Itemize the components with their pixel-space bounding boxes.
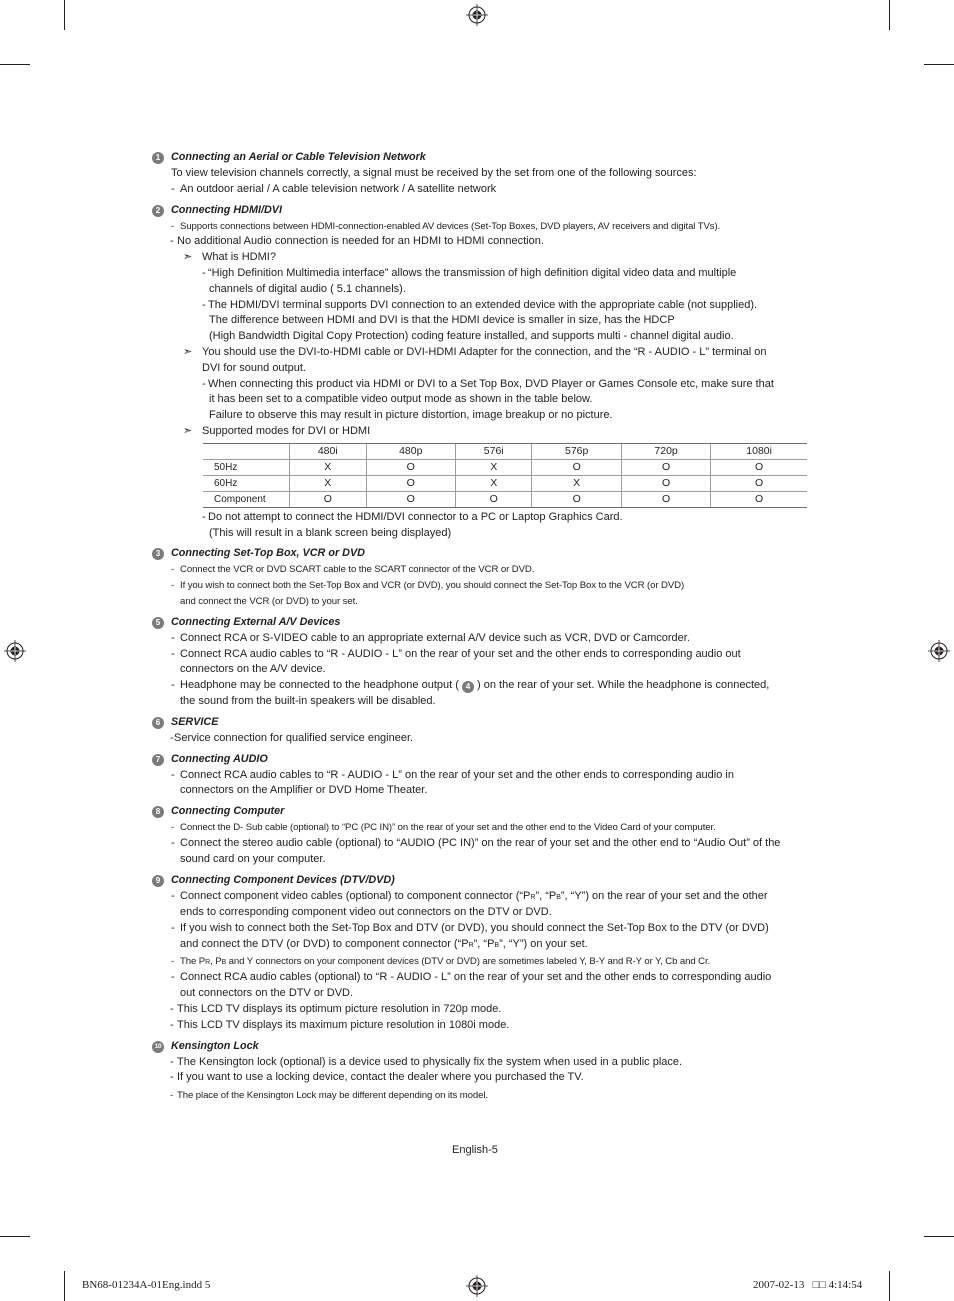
bullet-line: [152, 954, 812, 971]
section-number-badge: 10: [152, 1041, 164, 1053]
subscript: R: [530, 893, 536, 901]
subscript: B: [494, 941, 500, 949]
bullet-line: - The HDMI/DVI terminal supports DVI connection to an extended device with the appropriate cable (not supplied).: [152, 298, 812, 314]
continuation-line: the sound from the built-in speakers will be disabled.: [180, 694, 436, 707]
table-header-row: [203, 443, 807, 459]
table-header-cell: 480p: [366, 443, 455, 459]
section-computer: [152, 804, 812, 867]
text-fragment: ) on the rear of your set. While the headphone is connected,: [477, 679, 770, 692]
bullet-line: - Connect the D- Sub cable (optional) to “PC (PC IN)” on the rear of your set and the other end to the Video Card of your computer.: [152, 820, 812, 836]
crop-mark: [0, 1236, 30, 1237]
section-heading: [152, 615, 812, 631]
crop-mark: [0, 64, 30, 65]
section-title: Connecting External A/V Devices: [171, 615, 341, 628]
table-cell: X: [532, 475, 621, 491]
table-cell: O: [532, 459, 621, 475]
table-cell: O: [621, 475, 710, 491]
continuation-line: out connectors on the DTV or DVD.: [180, 987, 354, 1000]
continuation-line: it has been set to a compatible video output mode as shown in the table below.: [209, 393, 593, 406]
table-row: [203, 459, 807, 475]
section-set-top-box: [152, 546, 812, 609]
section-number-badge: 7: [152, 754, 164, 766]
bullet-line: - No additional Audio connection is needed for an HDMI to HDMI connection.: [152, 234, 812, 250]
continuation-line: (High Bandwidth Digital Copy Protection) coding feature installed, and supports multi - channel digital audio.: [209, 330, 734, 343]
crop-mark: [889, 1271, 890, 1301]
table-cell: O: [366, 491, 455, 507]
continuation-line: sound card on your computer.: [180, 852, 326, 865]
bullet-line: - Connect the VCR or DVD SCART cable to the SCART connector of the VCR or DVD.: [152, 562, 812, 578]
continuation-line: connectors on the Amplifier or DVD Home Theater.: [180, 784, 428, 797]
table-row-label: Component: [203, 491, 290, 507]
page-number: English-5: [452, 1144, 498, 1156]
table-cell: O: [711, 491, 807, 507]
section-component: [152, 873, 812, 1034]
continuation-line: [152, 937, 812, 954]
table-cell: X: [290, 475, 367, 491]
continuation-line: connectors on the A/V device.: [180, 663, 326, 676]
continuation-line: DVI for sound output.: [202, 361, 306, 374]
crop-mark: [924, 1236, 954, 1237]
bullet-line: - Supports connections between HDMI-connection-enabled AV devices (Set-Top Boxes, DVD players, AV receivers and digital TVs).: [152, 219, 812, 235]
table-header-cell: 720p: [621, 443, 710, 459]
note-line: ➣ Supported modes for DVI or HDMI: [152, 424, 812, 440]
section-heading: [152, 715, 812, 731]
text-fragment: The P: [180, 955, 206, 967]
continuation-line: (This will result in a blank screen being displayed): [209, 526, 452, 539]
section-heading: [152, 150, 812, 166]
section-heading: [152, 804, 812, 820]
bullet-line: - The place of the Kensington Lock may be different depending on its model.: [152, 1088, 812, 1104]
table-header-cell: 1080i: [711, 443, 807, 459]
text-fragment: ”, “Y”) on your set.: [499, 937, 588, 950]
section-heading: [152, 546, 812, 562]
section-external-av: [152, 615, 812, 710]
continuation-line: channels of digital audio ( 5.1 channels).: [209, 282, 406, 295]
crop-mark: [889, 0, 890, 30]
table-cell: X: [455, 459, 532, 475]
bullet-line: - An outdoor aerial / A cable television network / A satellite network: [152, 182, 812, 198]
note-line: ➣ What is HDMI?: [152, 250, 812, 266]
text-fragment: Connect component video cables (optional) to component connector (“P: [180, 889, 531, 902]
bullet-line: - Connect RCA or S-VIDEO cable to an appropriate external A/V device such as VCR, DVD or Camcorder.: [152, 631, 812, 647]
text-fragment: , P: [210, 955, 222, 967]
body-line: To view television channels correctly, a signal must be received by the set from one of the following sources:: [171, 167, 697, 179]
table-cell: O: [621, 459, 710, 475]
section-title: Kensington Lock: [171, 1039, 259, 1052]
bullet-line: - When connecting this product via HDMI or DVI to a Set Top Box, DVD Player or Games Console etc, make sure that: [152, 377, 812, 393]
section-heading: [152, 873, 812, 889]
registration-mark-icon: [466, 1275, 488, 1297]
bullet-line: - Connect the stereo audio cable (optional) to “AUDIO (PC IN)” on the rear of your set and the other end to “Audio Out” of the: [152, 836, 812, 852]
text-fragment: and Y connectors on your component devices (DTV or DVD) are sometimes labeled Y, B-Y and R-Y or Y, Cb and Cr.: [226, 955, 711, 967]
bullet-line: - This LCD TV displays its maximum picture resolution in 1080i mode.: [152, 1018, 812, 1034]
table-cell: O: [532, 491, 621, 507]
text-fragment: Headphone may be connected to the headphone output (: [180, 679, 459, 692]
table-header-cell: [203, 443, 290, 459]
crop-mark: [64, 1271, 65, 1301]
continuation-line: and connect the VCR (or DVD) to your set.: [180, 595, 358, 607]
table-row: [203, 491, 807, 507]
section-heading: [152, 752, 812, 768]
section-number-badge: 9: [152, 875, 164, 887]
bullet-line: - This LCD TV displays its optimum picture resolution in 720p mode.: [152, 1002, 812, 1018]
section-aerial: [152, 150, 812, 198]
text-fragment: ”, “P: [535, 889, 557, 902]
print-slug-timestamp: 2007-02-13 □□ 4:14:54: [753, 1279, 863, 1291]
table-cell: O: [455, 491, 532, 507]
section-title: Connecting Component Devices (DTV/DVD): [171, 873, 395, 886]
table-cell: O: [366, 459, 455, 475]
section-number-badge: 3: [152, 548, 164, 560]
headphone-output-number-icon: 4: [462, 681, 474, 693]
bullet-line: - If you wish to connect both the Set-Top Box and VCR (or DVD), you should connect the Set-Top Box to the VCR (or DVD): [152, 578, 812, 594]
table-header-cell: 576p: [532, 443, 621, 459]
section-service: [152, 715, 812, 747]
crop-mark: [64, 0, 65, 30]
table-row-label: 50Hz: [203, 459, 290, 475]
bullet-line: - Connect RCA audio cables to “R - AUDIO - L” on the rear of your set and the other ends to corresponding audio out: [152, 647, 812, 663]
supported-modes-table: [203, 443, 807, 508]
bullet-line: - “High Definition Multimedia interface” allows the transmission of high definition digital video data and multiple: [152, 266, 812, 282]
section-title: Connecting AUDIO: [171, 752, 268, 765]
registration-mark-icon: [4, 640, 26, 662]
table-header-cell: 576i: [455, 443, 532, 459]
print-slug-filename: BN68-01234A-01Eng.indd 5: [82, 1279, 211, 1291]
bullet-line: - If you want to use a locking device, contact the dealer where you purchased the TV.: [152, 1070, 812, 1086]
bullet-line: - Do not attempt to connect the HDMI/DVI connector to a PC or Laptop Graphics Card.: [152, 510, 812, 526]
section-heading: [152, 203, 812, 219]
bullet-line: - If you wish to connect both the Set-Top Box and DTV (or DVD), you should connect the Set-Top Box to the DTV (or DVD): [152, 921, 812, 937]
section-title: Connecting HDMI/DVI: [171, 203, 282, 216]
table-cell: O: [366, 475, 455, 491]
bullet-line: - Connect RCA audio cables to “R - AUDIO - L” on the rear of your set and the other ends to corresponding audio in: [152, 768, 812, 784]
table-row-label: 60Hz: [203, 475, 290, 491]
subscript: R: [468, 941, 474, 949]
registration-mark-icon: [928, 640, 950, 662]
crop-mark: [924, 64, 954, 65]
section-number-badge: 8: [152, 806, 164, 818]
section-number-badge: 1: [152, 152, 164, 164]
bullet-line: - Connect RCA audio cables (optional) to “R - AUDIO - L” on the rear of your set and the other ends to corresponding audio: [152, 970, 812, 986]
section-audio: [152, 752, 812, 800]
section-title: Connecting an Aerial or Cable Television Network: [171, 151, 426, 164]
table-cell: X: [455, 475, 532, 491]
subscript: B: [221, 958, 227, 966]
manual-content: [152, 150, 812, 1109]
bullet-line: [152, 889, 812, 906]
section-number-badge: 5: [152, 617, 164, 629]
table-cell: O: [290, 491, 367, 507]
bullet-line: [152, 678, 812, 694]
table-cell: O: [711, 475, 807, 491]
text-fragment: and connect the DTV (or DVD) to component connector (“P: [180, 937, 469, 950]
note-line: ➣ You should use the DVI-to-HDMI cable or DVI-HDMI Adapter for the connection, and the “R - AUDIO - L” terminal on: [152, 345, 812, 361]
table-header-cell: 480i: [290, 443, 367, 459]
bullet-line: - Service connection for qualified service engineer.: [152, 731, 812, 747]
registration-mark-icon: [466, 4, 488, 26]
table-cell: O: [621, 491, 710, 507]
section-title: Connecting Computer: [171, 805, 285, 818]
bullet-line: - The Kensington lock (optional) is a device used to physically fix the system when used in a public place.: [152, 1055, 812, 1071]
continuation-line: The difference between HDMI and DVI is that the HDMI device is smaller in size, has the HDCP: [209, 314, 675, 327]
table-cell: X: [290, 459, 367, 475]
section-title: SERVICE: [171, 715, 219, 728]
text-fragment: ”, “P: [473, 937, 495, 950]
subscript: R: [205, 958, 211, 966]
section-title: Connecting Set-Top Box, VCR or DVD: [171, 547, 365, 560]
text-fragment: ”, “Y”) on the rear of your set and the other: [560, 889, 768, 902]
table-row: [203, 475, 807, 491]
table-cell: O: [711, 459, 807, 475]
section-heading: [152, 1039, 812, 1055]
section-hdmi-dvi: [152, 203, 812, 542]
section-number-badge: 2: [152, 205, 164, 217]
section-number-badge: 6: [152, 717, 164, 729]
continuation-line: ends to corresponding component video out connectors on the DTV or DVD.: [180, 906, 552, 919]
continuation-line: Failure to observe this may result in picture distortion, image breakup or no picture.: [209, 409, 613, 422]
subscript: B: [556, 893, 561, 901]
section-kensington-lock: [152, 1039, 812, 1104]
